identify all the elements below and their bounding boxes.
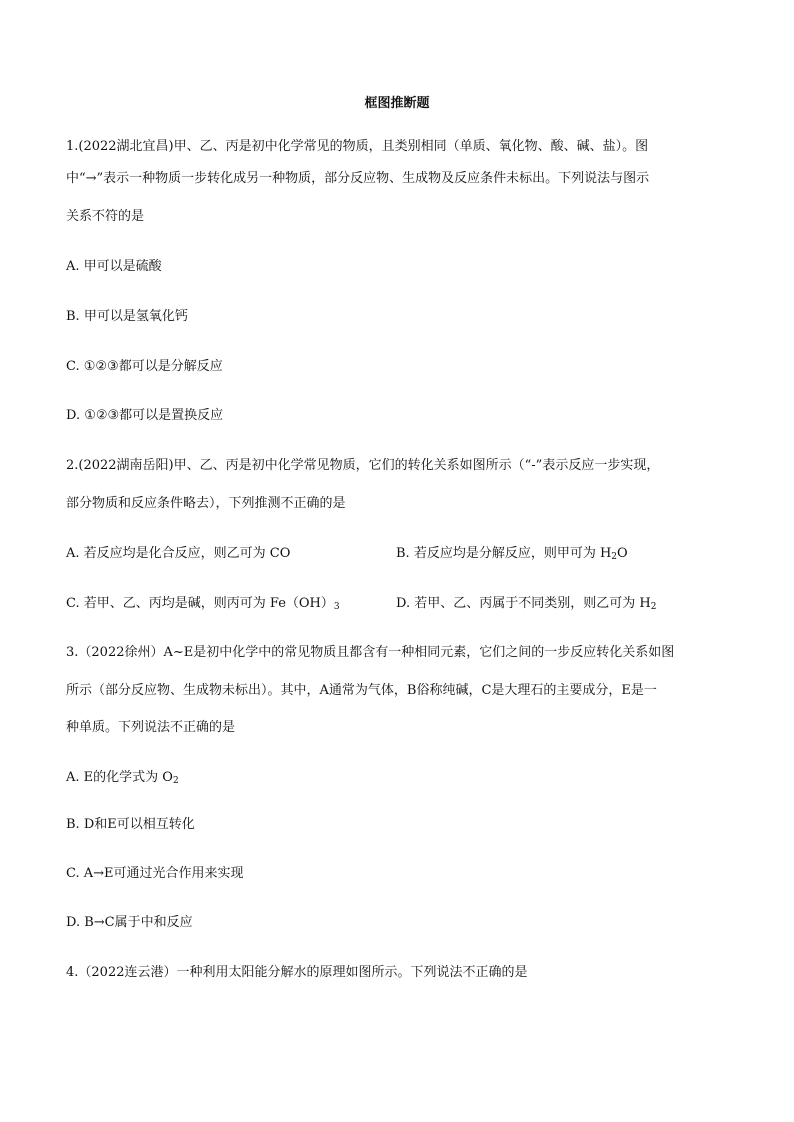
q1-line-3: 关系不符的是	[66, 209, 145, 224]
q2-option-b: B. 若反应均是分解反应，则甲可为 $H_2O$	[396, 546, 628, 562]
q3-line-2: 所示（部分反应物、生成物未标出）。其中，A通常为气体，B俗称纯碱，C是大理石的主要成分，E是一	[66, 683, 657, 698]
q1-option-c: C. ①②③都可以是分解反应	[66, 359, 223, 374]
q3-option-c: C. A→E可通过光合作用来实现	[66, 866, 244, 881]
q3-line-3: 种单质。下列说法不正确的是	[66, 720, 236, 735]
q1-option-b: B. 甲可以是氢氧化钙	[66, 309, 188, 324]
page-title: 框图推断题	[364, 96, 430, 111]
q2-option-c: C. 若甲、乙、丙均是碱，则丙可为 $Fe(OH)_3$	[66, 596, 340, 612]
q2-option-a: A. 若反应均是化合反应，则乙可为 CO	[66, 546, 291, 561]
q1-option-d: D. ①②③都可以是置换反应	[66, 408, 224, 423]
q3-option-d: D. B→C属于中和反应	[66, 915, 193, 930]
q1-line-1: 1.(2022湖北宜昌)甲、乙、丙是初中化学常见的物质，且类别相同（单质、氧化物、酸、碱、盐）。图	[66, 139, 649, 154]
q2-line-1: 2.(2022湖南岳阳)甲、乙、丙是初中化学常见物质，它们的转化关系如图所示（“-”表示反应一步实现，	[66, 458, 660, 473]
q2-option-d: D. 若甲、乙、丙属于不同类别，则乙可为 $H_2$	[396, 596, 657, 612]
q3-option-b: B. D和E可以相互转化	[66, 817, 195, 832]
q1-option-a: A. 甲可以是硫酸	[66, 259, 162, 274]
q2-line-2: 部分物质和反应条件略去），下列推测不正确的是	[66, 496, 346, 511]
q3-line-1: 3.（2022徐州）A~E是初中化学中的常见物质且都含有一种相同元素，它们之间的一步反应转化关系如图	[66, 645, 675, 660]
q3-option-a: A. E的化学式为 $O_2$	[66, 770, 179, 786]
q1-line-2: 中“→”表示一种物质一步转化成另一种物质，部分反应物、生成物及反应条件未标出。下列说法与图示	[66, 171, 650, 186]
q4-line-1: 4.（2022连云港）一种利用太阳能分解水的原理如图所示。下列说法不正确的是	[66, 965, 528, 980]
